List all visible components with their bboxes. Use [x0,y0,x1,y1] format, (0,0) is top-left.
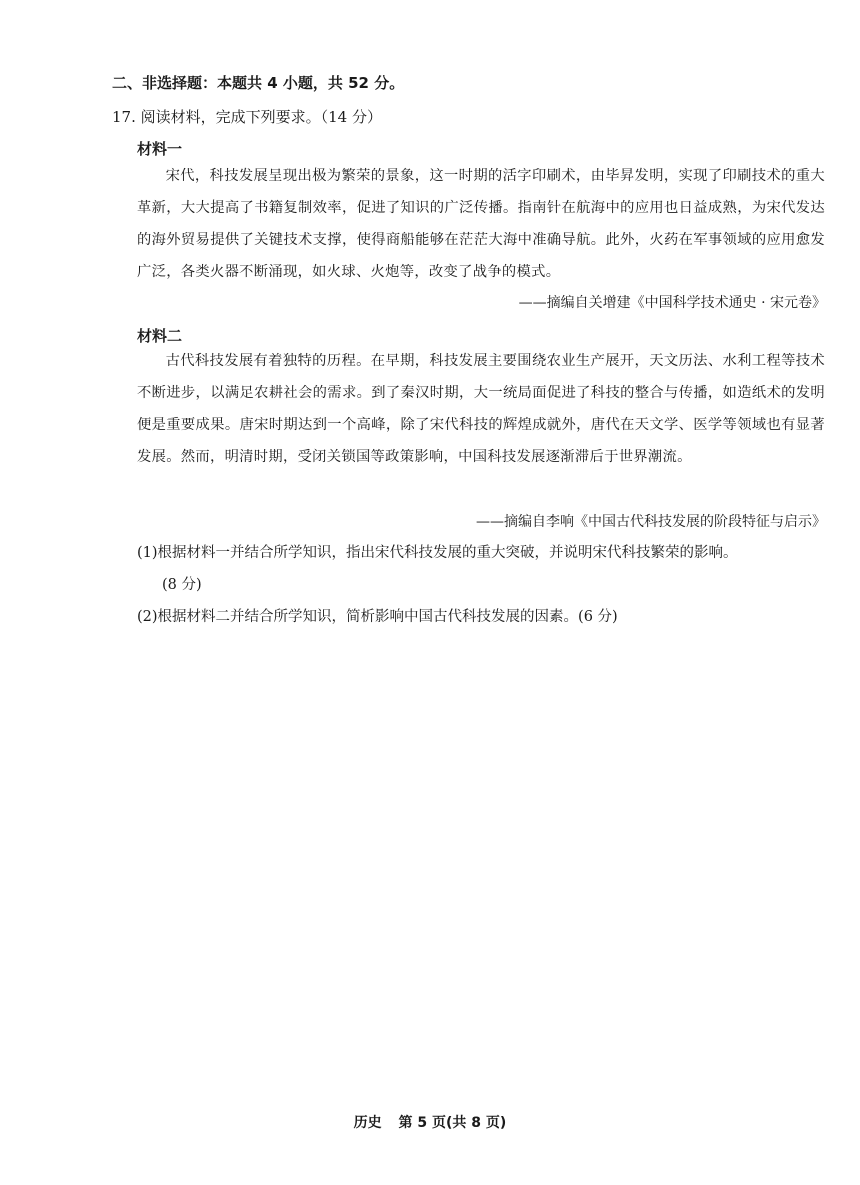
page-footer [0,1112,860,1132]
material-2-label: 材料二 [137,327,183,345]
material-1-text: 宋代，科技发展呈现出极为繁荣的景象，这一时期的活字印刷术，由毕昇发明，实现了印刷技术的重大革新，大大提高了书籍复制效率，促进了知识的广泛传播。指南针在航海中的应用也日益成熟，为宋代发达的海外贸易提供了关键技术支撑，使得商船能够在茫茫大海中准确导航。此外，火药在军事领域的应用愈发广泛，各类火器不断涌现，如火球、火炮等，改变了战争的模式。 [137,168,825,280]
footer-subject: 历史 [353,1115,382,1131]
footer-page-info: 第 5 页(共 8 页) [398,1115,507,1131]
question-17-stem: 17. 阅读材料，完成下列要求。（14 分） [112,108,382,126]
material-2-text: 古代科技发展有着独特的历程。在早期，科技发展主要围绕农业生产展开，天文历法、水利工程等技术不断进步，以满足农耕社会的需求。到了秦汉时期，大一统局面促进了科技的整合与传播，如造纸术的发明便是重要成果。唐宋时期达到一个高峰，除了宋代科技的辉煌成就外，唐代在天文学、医学等领域也有显著发展。然而，明清时期，受闭关锁国等政策影响，中国科技发展逐渐滞后于世界潮流。 [137,353,825,465]
sub-question-1 [137,537,831,601]
material-1-label: 材料一 [137,140,183,158]
sub-question-1-points: (8 分) [162,577,202,593]
material-2-source: ——摘编自李响《中国古代科技发展的阶段特征与启示》 [476,514,826,530]
section-heading: 二、非选择题：本题共 4 小题，共 52 分。 [112,74,405,92]
sub-question-2: (2)根据材料二并结合所学知识，简析影响中国古代科技发展的因素。(6 分) [137,609,618,625]
sub-question-1-line1: (1)根据材料一并结合所学知识，指出宋代科技发展的重大突破，并说明宋代科技繁荣的影响。 [137,545,738,561]
material-1-source: ——摘编自关增建《中国科学技术通史 · 宋元卷》 [518,295,826,311]
